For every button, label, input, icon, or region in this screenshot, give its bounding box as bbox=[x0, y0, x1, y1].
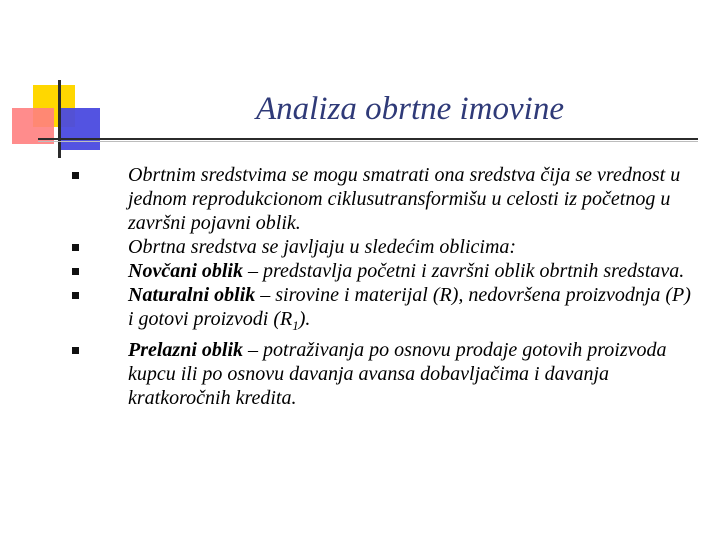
logo-vertical-line bbox=[58, 80, 61, 158]
bullet-term: Novčani oblik bbox=[128, 260, 243, 282]
bullet-text-end: ). bbox=[298, 308, 311, 330]
square-bullet-icon bbox=[72, 244, 79, 251]
bullet-term: Naturalni oblik bbox=[128, 284, 256, 306]
slide-title: Analiza obrtne imovine bbox=[256, 91, 564, 127]
bullet-item-1 bbox=[72, 163, 697, 235]
bullet-text: Obrtna sredstva se javljaju u sledećim oblicima: bbox=[128, 236, 517, 258]
bullet-item-2 bbox=[72, 235, 697, 259]
bullet-text: Obrtnim sredstvima se mogu smatrati ona sredstva čija se vrednost u jednom reprodukcionom ciklusutransformišu u celosti iz početnog u završni pojavni oblik. bbox=[128, 164, 681, 234]
square-bullet-icon bbox=[72, 347, 79, 354]
bullet-term: Prelazni oblik bbox=[128, 339, 244, 361]
square-bullet-icon bbox=[72, 172, 79, 179]
bullet-text: – sirovine i materijal (R), nedovršena proizvodnja (P) i gotovi proizvodi (R bbox=[128, 284, 691, 330]
bullet-item-5 bbox=[72, 338, 697, 410]
bullet-item-3 bbox=[72, 259, 697, 283]
bullet-subscript: 1 bbox=[292, 318, 299, 333]
square-bullet-icon bbox=[72, 268, 79, 275]
bullet-list bbox=[72, 163, 697, 410]
bullet-item-4 bbox=[72, 283, 697, 338]
bullet-text: – potraživanja po osnovu prodaje gotovih proizvoda kupcu ili po osnovu davanja avansa dobavljačima i davanja kratkoročnih kredita. bbox=[128, 339, 667, 409]
bullet-text: – predstavlja početni i završni oblik obrtnih sredstava. bbox=[243, 260, 685, 282]
logo-blue-square bbox=[58, 108, 100, 150]
title-underline-shadow bbox=[38, 141, 698, 142]
square-bullet-icon bbox=[72, 292, 79, 299]
title-underline bbox=[38, 138, 698, 140]
